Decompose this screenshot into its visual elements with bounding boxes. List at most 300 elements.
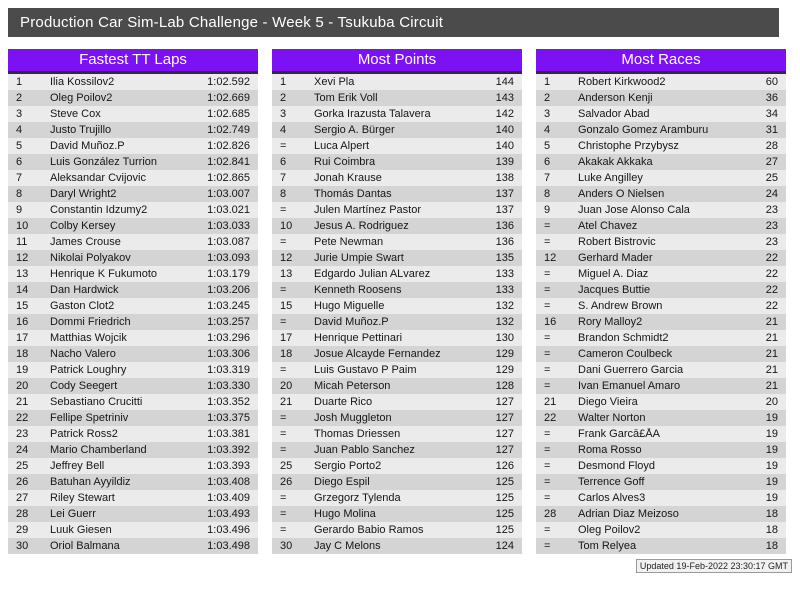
value-cell: 60 — [765, 76, 778, 88]
table-row — [536, 170, 786, 186]
driver-name: Luca Alpert — [314, 140, 370, 152]
value-cell: 18 — [765, 524, 778, 536]
value-cell: 125 — [495, 524, 514, 536]
table-row — [272, 426, 522, 442]
driver-name: Batuhan Ayyildiz — [50, 476, 131, 488]
table-row — [536, 458, 786, 474]
rank-cell: 2 — [16, 92, 23, 104]
table-row — [536, 474, 786, 490]
table-row — [8, 538, 258, 554]
table-row — [536, 282, 786, 298]
table-row — [272, 330, 522, 346]
board-most-races — [536, 49, 786, 554]
value-cell: 1:02.841 — [207, 156, 250, 168]
value-cell: 1:03.093 — [207, 252, 250, 264]
driver-name: Pete Newman — [314, 236, 384, 248]
table-row — [272, 186, 522, 202]
driver-name: Riley Stewart — [50, 492, 115, 504]
table-row — [536, 378, 786, 394]
rank-cell: = — [280, 284, 287, 296]
value-cell: 1:03.206 — [207, 284, 250, 296]
value-cell: 140 — [495, 124, 514, 136]
table-row — [272, 506, 522, 522]
board-rows — [536, 74, 786, 554]
driver-name: Salvador Abad — [578, 108, 650, 120]
value-cell: 140 — [495, 140, 514, 152]
value-cell: 1:03.257 — [207, 316, 250, 328]
driver-name: Aleksandar Cvijovic — [50, 172, 146, 184]
driver-name: Cody Seegert — [50, 380, 118, 392]
driver-name: Jay C Melons — [314, 540, 381, 552]
table-row — [536, 186, 786, 202]
rank-cell: 29 — [16, 524, 29, 536]
value-cell: 1:02.592 — [207, 76, 250, 88]
value-cell: 1:02.865 — [207, 172, 250, 184]
rank-cell: 13 — [16, 268, 29, 280]
rank-cell: 4 — [16, 124, 23, 136]
rank-cell: 5 — [544, 140, 551, 152]
value-cell: 144 — [495, 76, 514, 88]
value-cell: 1:03.087 — [207, 236, 250, 248]
driver-name: Luuk Giesen — [50, 524, 112, 536]
table-row — [272, 538, 522, 554]
rank-cell: = — [280, 492, 287, 504]
table-row — [272, 410, 522, 426]
driver-name: Edgardo Julian ALvarez — [314, 268, 431, 280]
value-cell: 19 — [765, 492, 778, 504]
value-cell: 1:03.381 — [207, 428, 250, 440]
rank-cell: 9 — [544, 204, 551, 216]
value-cell: 1:03.033 — [207, 220, 250, 232]
table-row — [536, 90, 786, 106]
table-row — [536, 490, 786, 506]
driver-name: Akakak Akkaka — [578, 156, 653, 168]
driver-name: Gaston Clot2 — [50, 300, 115, 312]
rank-cell: = — [544, 444, 551, 456]
rank-cell: 11 — [16, 236, 28, 248]
driver-name: Sergio Porto2 — [314, 460, 382, 472]
rank-cell: = — [544, 300, 551, 312]
table-row — [536, 106, 786, 122]
table-row — [536, 74, 786, 90]
value-cell: 1:03.352 — [207, 396, 250, 408]
driver-name: Sebastiano Crucitti — [50, 396, 143, 408]
table-row — [8, 74, 258, 90]
value-cell: 21 — [765, 348, 778, 360]
value-cell: 135 — [495, 252, 514, 264]
rank-cell: = — [544, 284, 551, 296]
table-row — [8, 218, 258, 234]
rank-cell: 6 — [16, 156, 23, 168]
driver-name: Dani Guerrero Garcia — [578, 364, 684, 376]
table-row — [536, 410, 786, 426]
driver-name: Daryl Wright2 — [50, 188, 117, 200]
driver-name: Juan Jose Alonso Cala — [578, 204, 690, 216]
table-row — [536, 218, 786, 234]
table-row — [8, 250, 258, 266]
rank-cell: 16 — [16, 316, 29, 328]
rank-cell: 8 — [280, 188, 287, 200]
rank-cell: 3 — [280, 108, 287, 120]
table-row — [8, 394, 258, 410]
table-row — [8, 282, 258, 298]
value-cell: 143 — [495, 92, 514, 104]
rank-cell: 26 — [280, 476, 293, 488]
driver-name: Henrique Pettinari — [314, 332, 403, 344]
driver-name: Diego Espil — [314, 476, 370, 488]
driver-name: Luis Gustavo P Paim — [314, 364, 417, 376]
driver-name: Oleg Poilov2 — [578, 524, 641, 536]
table-row — [272, 170, 522, 186]
driver-name: Sergio A. Bürger — [314, 124, 395, 136]
table-row — [536, 506, 786, 522]
driver-name: Oriol Balmana — [50, 540, 120, 552]
rank-cell: 1 — [544, 76, 551, 88]
board-rows — [272, 74, 522, 554]
table-row — [272, 346, 522, 362]
table-row — [8, 154, 258, 170]
value-cell: 132 — [495, 316, 514, 328]
value-cell: 127 — [495, 396, 514, 408]
value-cell: 1:03.409 — [207, 492, 250, 504]
driver-name: Thomas Driessen — [314, 428, 401, 440]
table-row — [272, 442, 522, 458]
table-row — [8, 314, 258, 330]
footer — [0, 556, 792, 574]
rank-cell: 15 — [16, 300, 29, 312]
table-row — [8, 106, 258, 122]
driver-name: Josue Alcayde Fernandez — [314, 348, 441, 360]
table-row — [536, 314, 786, 330]
value-cell: 1:02.749 — [207, 124, 250, 136]
driver-name: Gorka Irazusta Talavera — [314, 108, 431, 120]
table-row — [536, 330, 786, 346]
driver-name: Thomás Dantas — [314, 188, 392, 200]
rank-cell: 21 — [544, 396, 557, 408]
table-row — [272, 362, 522, 378]
value-cell: 27 — [765, 156, 778, 168]
table-row — [8, 426, 258, 442]
table-row — [8, 170, 258, 186]
driver-name: Cameron Coulbeck — [578, 348, 673, 360]
driver-name: Ivan Emanuel Amaro — [578, 380, 681, 392]
value-cell: 127 — [495, 412, 514, 424]
rank-cell: = — [544, 364, 551, 376]
rank-cell: 7 — [16, 172, 23, 184]
value-cell: 124 — [495, 540, 514, 552]
value-cell: 142 — [495, 108, 514, 120]
rank-cell: 19 — [16, 364, 29, 376]
value-cell: 22 — [765, 300, 778, 312]
rank-cell: = — [280, 236, 287, 248]
driver-name: Tom Relyea — [578, 540, 637, 552]
rank-cell: = — [280, 444, 287, 456]
value-cell: 19 — [765, 444, 778, 456]
table-row — [272, 282, 522, 298]
rank-cell: 4 — [544, 124, 551, 136]
driver-name: Dan Hardwick — [50, 284, 119, 296]
table-row — [8, 202, 258, 218]
table-row — [272, 90, 522, 106]
driver-name: Julen Martínez Pastor — [314, 204, 421, 216]
table-row — [272, 250, 522, 266]
value-cell: 22 — [765, 268, 778, 280]
driver-name: Henrique K Fukumoto — [50, 268, 157, 280]
rank-cell: 13 — [280, 268, 293, 280]
rank-cell: 28 — [16, 508, 29, 520]
driver-name: Terrence Goff — [578, 476, 645, 488]
rank-cell: = — [280, 428, 287, 440]
rank-cell: = — [544, 460, 551, 472]
rank-cell: 6 — [280, 156, 287, 168]
value-cell: 1:03.375 — [207, 412, 250, 424]
rank-cell: 12 — [16, 252, 29, 264]
driver-name: Robert Bistrovic — [578, 236, 656, 248]
rank-cell: = — [280, 316, 287, 328]
driver-name: David Muñoz.P — [314, 316, 389, 328]
value-cell: 19 — [765, 412, 778, 424]
table-row — [536, 346, 786, 362]
rank-cell: 17 — [16, 332, 29, 344]
rank-cell: 24 — [16, 444, 29, 456]
driver-name: Colby Kersey — [50, 220, 116, 232]
value-cell: 23 — [765, 220, 778, 232]
table-row — [272, 106, 522, 122]
rank-cell: 5 — [16, 140, 23, 152]
value-cell: 1:03.306 — [207, 348, 250, 360]
driver-name: Justo Trujillo — [50, 124, 112, 136]
table-row — [8, 90, 258, 106]
value-cell: 34 — [765, 108, 778, 120]
driver-name: Rory Malloy2 — [578, 316, 643, 328]
driver-name: Fellipe Spetriniv — [50, 412, 129, 424]
table-row — [536, 234, 786, 250]
table-row — [536, 122, 786, 138]
board-rows — [8, 74, 258, 554]
value-cell: 19 — [765, 476, 778, 488]
value-cell: 1:03.021 — [207, 204, 250, 216]
value-cell: 1:03.179 — [207, 268, 250, 280]
value-cell: 138 — [495, 172, 514, 184]
table-row — [8, 378, 258, 394]
rank-cell: 22 — [544, 412, 557, 424]
rank-cell: 20 — [280, 380, 293, 392]
table-row — [272, 138, 522, 154]
driver-name: Anders O Nielsen — [578, 188, 665, 200]
table-row — [536, 426, 786, 442]
driver-name: Jeffrey Bell — [50, 460, 105, 472]
value-cell: 1:03.496 — [207, 524, 250, 536]
driver-name: Carlos Alves3 — [578, 492, 646, 504]
value-cell: 133 — [495, 284, 514, 296]
leaderboards — [8, 49, 792, 554]
driver-name: Anderson Kenji — [578, 92, 653, 104]
rank-cell: 18 — [280, 348, 293, 360]
driver-name: Robert Kirkwood2 — [578, 76, 666, 88]
value-cell: 133 — [495, 268, 514, 280]
value-cell: 23 — [765, 236, 778, 248]
value-cell: 1:03.408 — [207, 476, 250, 488]
driver-name: James Crouse — [50, 236, 121, 248]
value-cell: 137 — [495, 204, 514, 216]
rank-cell: 8 — [544, 188, 551, 200]
driver-name: Lei Guerr — [50, 508, 96, 520]
table-row — [8, 506, 258, 522]
table-row — [272, 266, 522, 282]
rank-cell: 18 — [16, 348, 29, 360]
value-cell: 1:03.007 — [207, 188, 250, 200]
rank-cell: = — [280, 364, 287, 376]
driver-name: Mario Chamberland — [50, 444, 147, 456]
table-row — [8, 490, 258, 506]
table-row — [8, 122, 258, 138]
table-row — [272, 314, 522, 330]
rank-cell: 15 — [280, 300, 293, 312]
table-row — [272, 74, 522, 90]
rank-cell: 10 — [280, 220, 293, 232]
rank-cell: = — [280, 140, 287, 152]
value-cell: 136 — [495, 236, 514, 248]
driver-name: Micah Peterson — [314, 380, 391, 392]
rank-cell: = — [544, 348, 551, 360]
rank-cell: = — [544, 524, 551, 536]
value-cell: 132 — [495, 300, 514, 312]
rank-cell: 22 — [16, 412, 29, 424]
driver-name: Oleg Poilov2 — [50, 92, 113, 104]
value-cell: 21 — [765, 316, 778, 328]
board-fastest-tt-laps — [8, 49, 258, 554]
value-cell: 36 — [765, 92, 778, 104]
table-row — [536, 442, 786, 458]
table-row — [536, 538, 786, 554]
driver-name: Frank Garcā£ÅA — [578, 428, 660, 440]
rank-cell: 25 — [16, 460, 29, 472]
rank-cell: = — [280, 508, 287, 520]
table-row — [8, 474, 258, 490]
value-cell: 24 — [765, 188, 778, 200]
driver-name: Ilia Kossilov2 — [50, 76, 115, 88]
driver-name: Luke Angilley — [578, 172, 643, 184]
table-row — [8, 346, 258, 362]
table-row — [536, 154, 786, 170]
board-title-fastest-tt-laps: Fastest TT Laps — [8, 49, 258, 74]
value-cell: 1:03.319 — [207, 364, 250, 376]
value-cell: 125 — [495, 476, 514, 488]
rank-cell: = — [544, 236, 551, 248]
value-cell: 19 — [765, 428, 778, 440]
table-row — [536, 250, 786, 266]
table-row — [536, 266, 786, 282]
updated-timestamp: Updated 19-Feb-2022 23:30:17 GMT — [636, 559, 792, 573]
value-cell: 1:03.330 — [207, 380, 250, 392]
table-row — [536, 298, 786, 314]
driver-name: Tom Erik Voll — [314, 92, 378, 104]
rank-cell: = — [544, 428, 551, 440]
driver-name: David Muñoz.P — [50, 140, 125, 152]
value-cell: 127 — [495, 444, 514, 456]
value-cell: 1:02.669 — [207, 92, 250, 104]
table-row — [272, 474, 522, 490]
rank-cell: = — [544, 268, 551, 280]
title-bar — [8, 8, 779, 37]
value-cell: 1:03.498 — [207, 540, 250, 552]
board-title-most-points: Most Points — [272, 49, 522, 74]
rank-cell: 20 — [16, 380, 29, 392]
driver-name: Roma Rosso — [578, 444, 642, 456]
table-row — [272, 298, 522, 314]
rank-cell: = — [544, 332, 551, 344]
rank-cell: 27 — [16, 492, 29, 504]
value-cell: 125 — [495, 492, 514, 504]
rank-cell: 8 — [16, 188, 23, 200]
driver-name: Steve Cox — [50, 108, 101, 120]
table-row — [8, 442, 258, 458]
table-row — [272, 218, 522, 234]
value-cell: 1:03.493 — [207, 508, 250, 520]
value-cell: 31 — [765, 124, 778, 136]
value-cell: 1:03.296 — [207, 332, 250, 344]
table-row — [8, 362, 258, 378]
driver-name: Gerhard Mader — [578, 252, 653, 264]
rank-cell: 1 — [16, 76, 23, 88]
table-row — [8, 522, 258, 538]
driver-name: Diego Vieira — [578, 396, 638, 408]
table-row — [272, 154, 522, 170]
value-cell: 129 — [495, 348, 514, 360]
driver-name: Miguel A. Diaz — [578, 268, 649, 280]
rank-cell: 21 — [280, 396, 293, 408]
driver-name: Nikolai Polyakov — [50, 252, 131, 264]
rank-cell: 7 — [544, 172, 551, 184]
table-row — [536, 394, 786, 410]
rank-cell: 14 — [16, 284, 29, 296]
rank-cell: 30 — [280, 540, 293, 552]
driver-name: Hugo Molina — [314, 508, 376, 520]
rank-cell: = — [544, 380, 551, 392]
value-cell: 22 — [765, 252, 778, 264]
driver-name: Walter Norton — [578, 412, 646, 424]
table-row — [8, 298, 258, 314]
driver-name: Josh Muggleton — [314, 412, 392, 424]
driver-name: Patrick Loughry — [50, 364, 127, 376]
driver-name: Brandon Schmidt2 — [578, 332, 669, 344]
table-row — [272, 394, 522, 410]
rank-cell: 30 — [16, 540, 29, 552]
rank-cell: 12 — [280, 252, 293, 264]
rank-cell: = — [280, 524, 287, 536]
driver-name: Grzegorz Tylenda — [314, 492, 401, 504]
rank-cell: 3 — [16, 108, 23, 120]
table-row — [272, 522, 522, 538]
rank-cell: = — [544, 492, 551, 504]
rank-cell: 9 — [16, 204, 23, 216]
table-row — [272, 490, 522, 506]
rank-cell: 28 — [544, 508, 557, 520]
table-row — [272, 202, 522, 218]
value-cell: 23 — [765, 204, 778, 216]
value-cell: 130 — [495, 332, 514, 344]
rank-cell: = — [544, 476, 551, 488]
rank-cell: 12 — [544, 252, 557, 264]
value-cell: 137 — [495, 188, 514, 200]
value-cell: 21 — [765, 380, 778, 392]
rank-cell: 16 — [544, 316, 557, 328]
rank-cell: = — [544, 220, 551, 232]
driver-name: Hugo Miguelle — [314, 300, 385, 312]
driver-name: Gonzalo Gomez Aramburu — [578, 124, 709, 136]
rank-cell: = — [544, 540, 551, 552]
table-row — [272, 122, 522, 138]
